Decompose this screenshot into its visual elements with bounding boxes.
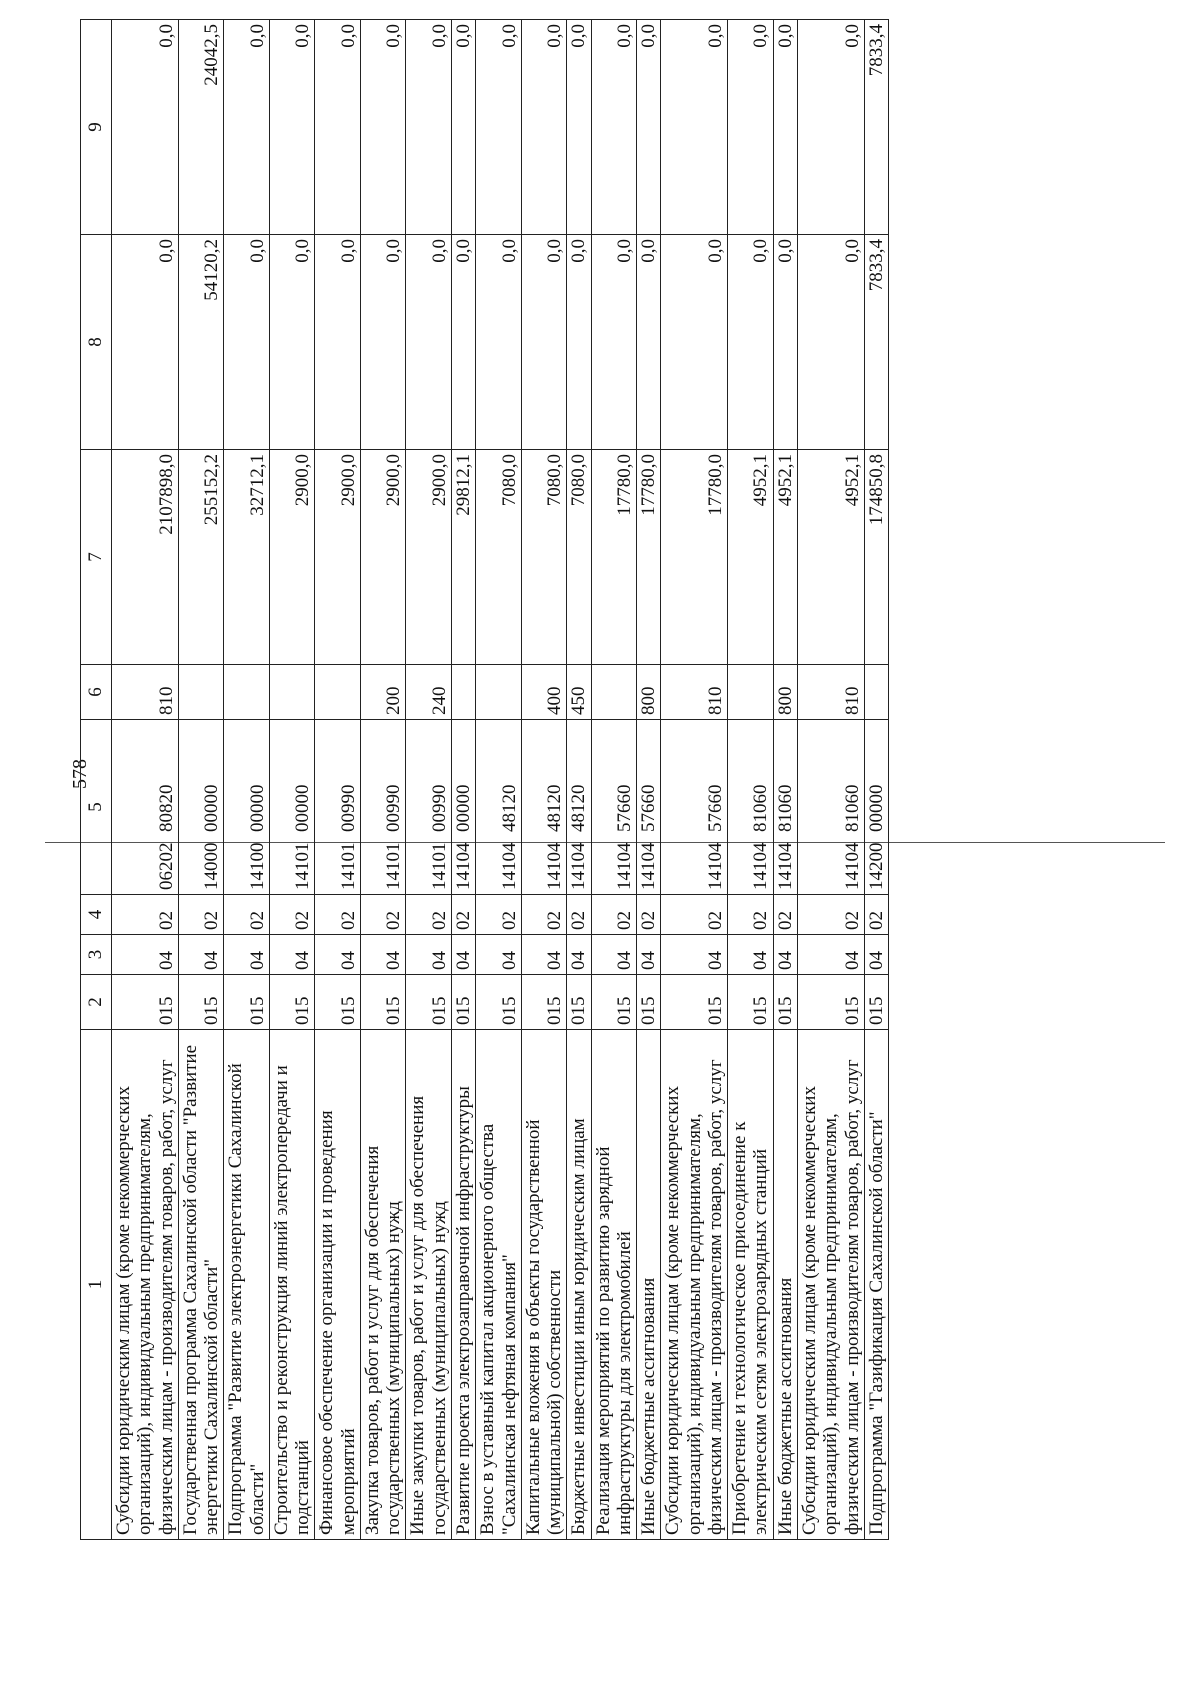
table-row [315,20,361,1540]
row-target-code-part1: 14104 [568,842,590,890]
row-ministry-code: 015 [269,975,315,1030]
row-subsection-code: 02 [864,895,888,935]
table-body [112,20,889,1540]
row-ministry-code: 015 [224,975,270,1030]
row-ministry-code: 015 [637,975,661,1030]
row-target-code-part2: 57660 [638,784,660,832]
row-amount-col9: 7833,4 [864,20,888,235]
row-name: Иные закупки товаров, работ и услуг для обеспечения государственных (муниципальных) нужд [406,1030,452,1540]
row-expense-type-code: 810 [661,665,728,720]
row-expense-type-code: 240 [406,665,452,720]
row-name: Подпрограмма "Газификация Сахалинской области" [864,1030,888,1540]
table-row [797,20,864,1540]
row-section-code: 04 [797,935,864,975]
row-amount-col9: 0,0 [728,20,774,235]
row-target-code-part2: 48120 [498,784,520,832]
row-subsection-code: 02 [661,895,728,935]
row-name: Бюджетные инвестиции иным юридическим лицам [567,1030,591,1540]
row-name: Субсидии юридическим лицам (кроме некоммерческих организаций), индивидуальным предпринимателям, физическим лицам - производителям товаров, работ, услуг [661,1030,728,1540]
row-amount-col8: 0,0 [728,235,774,450]
column-header: 7 [81,450,112,665]
row-ministry-code: 015 [864,975,888,1030]
row-target-code [797,720,864,895]
row-amount-col9: 0,0 [476,20,522,235]
row-target-code-part1: 14200 [865,842,887,890]
row-expense-type-code: 810 [112,665,179,720]
row-amount-col9: 0,0 [773,20,797,235]
table-row [637,20,661,1540]
row-ministry-code: 015 [661,975,728,1030]
row-amount-col8: 0,0 [521,235,567,450]
row-target-code-part1: 14104 [498,842,520,890]
row-amount-col7: 4952,1 [797,450,864,665]
column-header: 3 [81,935,112,975]
row-section-code: 04 [315,935,361,975]
row-target-code-part2: 00990 [337,784,359,832]
row-target-code [728,720,774,895]
row-ministry-code: 015 [112,975,179,1030]
row-target-code [269,720,315,895]
row-section-code: 04 [728,935,774,975]
row-subsection-code: 02 [728,895,774,935]
row-amount-col7: 17780,0 [591,450,637,665]
column-header: 2 [81,975,112,1030]
row-amount-col8: 0,0 [406,235,452,450]
row-subsection-code: 02 [112,895,179,935]
row-amount-col7: 255152,2 [178,450,224,665]
row-expense-type-code [315,665,361,720]
row-target-code [451,720,475,895]
row-target-code-part2: 00000 [292,784,314,832]
table-row [661,20,728,1540]
row-target-code-part1: 14104 [452,842,474,890]
table-row [406,20,452,1540]
row-section-code: 04 [773,935,797,975]
row-target-code [591,720,637,895]
row-amount-col9: 0,0 [637,20,661,235]
row-subsection-code: 02 [269,895,315,935]
row-target-code [360,720,406,895]
row-expense-type-code: 450 [567,665,591,720]
row-section-code: 04 [637,935,661,975]
row-subsection-code: 02 [315,895,361,935]
row-target-code-part1: 14104 [613,842,635,890]
row-section-code: 04 [178,935,224,975]
row-ministry-code: 015 [315,975,361,1030]
row-target-code-part1: 14101 [383,842,405,890]
row-target-code [637,720,661,895]
row-amount-col7: 2107898,0 [112,450,179,665]
row-ministry-code: 015 [521,975,567,1030]
row-expense-type-code: 800 [773,665,797,720]
table-row [591,20,637,1540]
table-row [476,20,522,1540]
row-name: Государственная программа Сахалинской области "Развитие энергетики Сахалинской области" [178,1030,224,1540]
row-target-code-part1: 14104 [704,842,726,890]
row-expense-type-code [224,665,270,720]
table-row [728,20,774,1540]
row-section-code: 04 [406,935,452,975]
table-header-row [81,20,112,1540]
row-name: Субсидии юридическим лицам (кроме некоммерческих организаций), индивидуальным предпринимателям, физическим лицам - производителям товаров, работ, услуг [797,1030,864,1540]
row-amount-col8: 0,0 [224,235,270,450]
row-amount-col9: 0,0 [224,20,270,235]
table-row [864,20,888,1540]
row-amount-col8: 0,0 [112,235,179,450]
row-amount-col7: 17780,0 [637,450,661,665]
row-subsection-code: 02 [178,895,224,935]
row-ministry-code: 015 [360,975,406,1030]
row-amount-col8: 54120,2 [178,235,224,450]
row-name: Финансовое обеспечение организации и проведения мероприятий [315,1030,361,1540]
row-amount-col9: 0,0 [567,20,591,235]
row-amount-col9: 0,0 [797,20,864,235]
row-subsection-code: 02 [360,895,406,935]
row-ministry-code: 015 [178,975,224,1030]
row-subsection-code: 02 [567,895,591,935]
row-target-code-part2: 81060 [750,784,772,832]
row-target-code-part1: 14000 [201,842,223,890]
table-row [567,20,591,1540]
row-section-code: 04 [360,935,406,975]
row-expense-type-code [476,665,522,720]
table-row [360,20,406,1540]
row-name: Закупка товаров, работ и услуг для обеспечения государственных (муниципальных) нужд [360,1030,406,1540]
row-subsection-code: 02 [773,895,797,935]
row-target-code [178,720,224,895]
row-expense-type-code: 810 [797,665,864,720]
row-target-code-part1: 06202 [155,842,177,890]
column-header: 4 [81,895,112,935]
row-target-code-part1: 14101 [292,842,314,890]
row-target-code [521,720,567,895]
row-amount-col7: 174850,8 [864,450,888,665]
row-ministry-code: 015 [591,975,637,1030]
row-amount-col7: 29812,1 [451,450,475,665]
row-target-code-part1: 14101 [337,842,359,890]
row-expense-type-code: 800 [637,665,661,720]
column-header: 1 [81,1030,112,1540]
row-amount-col9: 0,0 [451,20,475,235]
row-amount-col8: 0,0 [269,235,315,450]
row-target-code-part2: 00000 [201,784,223,832]
page-number: 578 [69,759,91,789]
row-subsection-code: 02 [797,895,864,935]
row-target-code-part1: 14104 [750,842,772,890]
row-target-code-part2: 00990 [383,784,405,832]
row-amount-col9: 0,0 [591,20,637,235]
row-section-code: 04 [476,935,522,975]
row-name: Подпрограмма "Развитие электроэнергетики Сахалинской области" [224,1030,270,1540]
row-name: Иные бюджетные ассигнования [637,1030,661,1540]
row-amount-col8: 0,0 [797,235,864,450]
row-amount-col7: 2900,0 [360,450,406,665]
row-ministry-code: 015 [728,975,774,1030]
row-target-code-part2: 81060 [774,784,796,832]
table-row [224,20,270,1540]
table-row [269,20,315,1540]
table-row [451,20,475,1540]
row-amount-col7: 2900,0 [315,450,361,665]
row-amount-col7: 4952,1 [728,450,774,665]
row-amount-col7: 7080,0 [521,450,567,665]
row-amount-col8: 7833,4 [864,235,888,450]
column-header: 9 [81,20,112,235]
row-name: Реализация мероприятий по развитию зарядной инфраструктуры для электромобилей [591,1030,637,1540]
row-section-code: 04 [567,935,591,975]
row-amount-col7: 4952,1 [773,450,797,665]
row-amount-col8: 0,0 [476,235,522,450]
row-target-code-part1: 14100 [246,842,268,890]
row-target-code-part2: 00000 [246,784,268,832]
row-target-code-part2: 48120 [568,784,590,832]
row-ministry-code: 015 [406,975,452,1030]
row-subsection-code: 02 [224,895,270,935]
row-amount-col9: 0,0 [315,20,361,235]
row-target-code-part2: 57660 [613,784,635,832]
row-target-code [406,720,452,895]
row-target-code-part2: 57660 [704,784,726,832]
table-row [773,20,797,1540]
row-target-code [567,720,591,895]
row-subsection-code: 02 [476,895,522,935]
row-name: Взнос в уставный капитал акционерного общества "Сахалинская нефтяная компания" [476,1030,522,1540]
row-section-code: 04 [864,935,888,975]
row-target-code-part1: 14101 [428,842,450,890]
row-subsection-code: 02 [406,895,452,935]
table-row [112,20,179,1540]
row-amount-col9: 0,0 [360,20,406,235]
row-ministry-code: 015 [773,975,797,1030]
row-subsection-code: 02 [451,895,475,935]
row-target-code-part1: 14104 [544,842,566,890]
row-target-code [864,720,888,895]
row-amount-col8: 0,0 [637,235,661,450]
budget-table [80,19,889,1540]
row-name: Капитальные вложения в объекты государственной (муниципальной) собственности [521,1030,567,1540]
row-target-code [661,720,728,895]
row-name: Строительство и реконструкция линий электропередачи и подстанций [269,1030,315,1540]
row-amount-col8: 0,0 [315,235,361,450]
row-name: Иные бюджетные ассигнования [773,1030,797,1540]
row-expense-type-code [864,665,888,720]
row-target-code-part2: 48120 [544,784,566,832]
row-amount-col9: 0,0 [112,20,179,235]
row-target-code [315,720,361,895]
row-section-code: 04 [269,935,315,975]
row-ministry-code: 015 [797,975,864,1030]
row-amount-col7: 32712,1 [224,450,270,665]
row-amount-col7: 2900,0 [406,450,452,665]
row-amount-col8: 0,0 [451,235,475,450]
rotated-table-container [80,20,889,1540]
row-subsection-code: 02 [637,895,661,935]
column-header: 5 [81,720,112,895]
row-ministry-code: 015 [567,975,591,1030]
row-target-code [112,720,179,895]
row-amount-col9: 0,0 [661,20,728,235]
row-expense-type-code: 400 [521,665,567,720]
row-name: Развитие проекта электрозаправочной инфраструктуры [451,1030,475,1540]
row-target-code-part2: 00990 [428,784,450,832]
row-expense-type-code [591,665,637,720]
row-ministry-code: 015 [451,975,475,1030]
row-name: Субсидии юридическим лицам (кроме некоммерческих организаций), индивидуальным предпринимателям, физическим лицам - производителям товаров, работ, услуг [112,1030,179,1540]
row-target-code-part2: 00000 [452,784,474,832]
row-amount-col8: 0,0 [567,235,591,450]
row-target-code-part1: 14104 [841,842,863,890]
row-expense-type-code [178,665,224,720]
row-target-code-part2: 80820 [155,784,177,832]
row-expense-type-code [728,665,774,720]
row-expense-type-code [269,665,315,720]
row-target-code [476,720,522,895]
row-amount-col8: 0,0 [661,235,728,450]
row-section-code: 04 [521,935,567,975]
row-section-code: 04 [224,935,270,975]
column-header: 8 [81,235,112,450]
table-row [178,20,224,1540]
row-target-code-part1: 14104 [774,842,796,890]
row-section-code: 04 [591,935,637,975]
row-target-code [773,720,797,895]
row-amount-col9: 0,0 [269,20,315,235]
row-section-code: 04 [451,935,475,975]
row-amount-col9: 0,0 [521,20,567,235]
row-name: Приобретение и технологическое присоединение к электрическим сетям электрозарядных станций [728,1030,774,1540]
row-ministry-code: 015 [476,975,522,1030]
row-amount-col9: 0,0 [406,20,452,235]
row-amount-col7: 7080,0 [567,450,591,665]
row-expense-type-code: 200 [360,665,406,720]
row-section-code: 04 [661,935,728,975]
row-target-code-part1: 14104 [638,842,660,890]
table-row [521,20,567,1540]
row-amount-col7: 2900,0 [269,450,315,665]
column-header: 6 [81,665,112,720]
row-amount-col8: 0,0 [360,235,406,450]
row-subsection-code: 02 [521,895,567,935]
row-target-code-part2: 81060 [841,784,863,832]
row-amount-col7: 7080,0 [476,450,522,665]
row-amount-col9: 24042,5 [178,20,224,235]
row-amount-col8: 0,0 [591,235,637,450]
row-target-code [224,720,270,895]
row-section-code: 04 [112,935,179,975]
row-amount-col7: 17780,0 [661,450,728,665]
row-expense-type-code [451,665,475,720]
row-subsection-code: 02 [591,895,637,935]
row-amount-col8: 0,0 [773,235,797,450]
row-target-code-part2: 00000 [865,784,887,832]
